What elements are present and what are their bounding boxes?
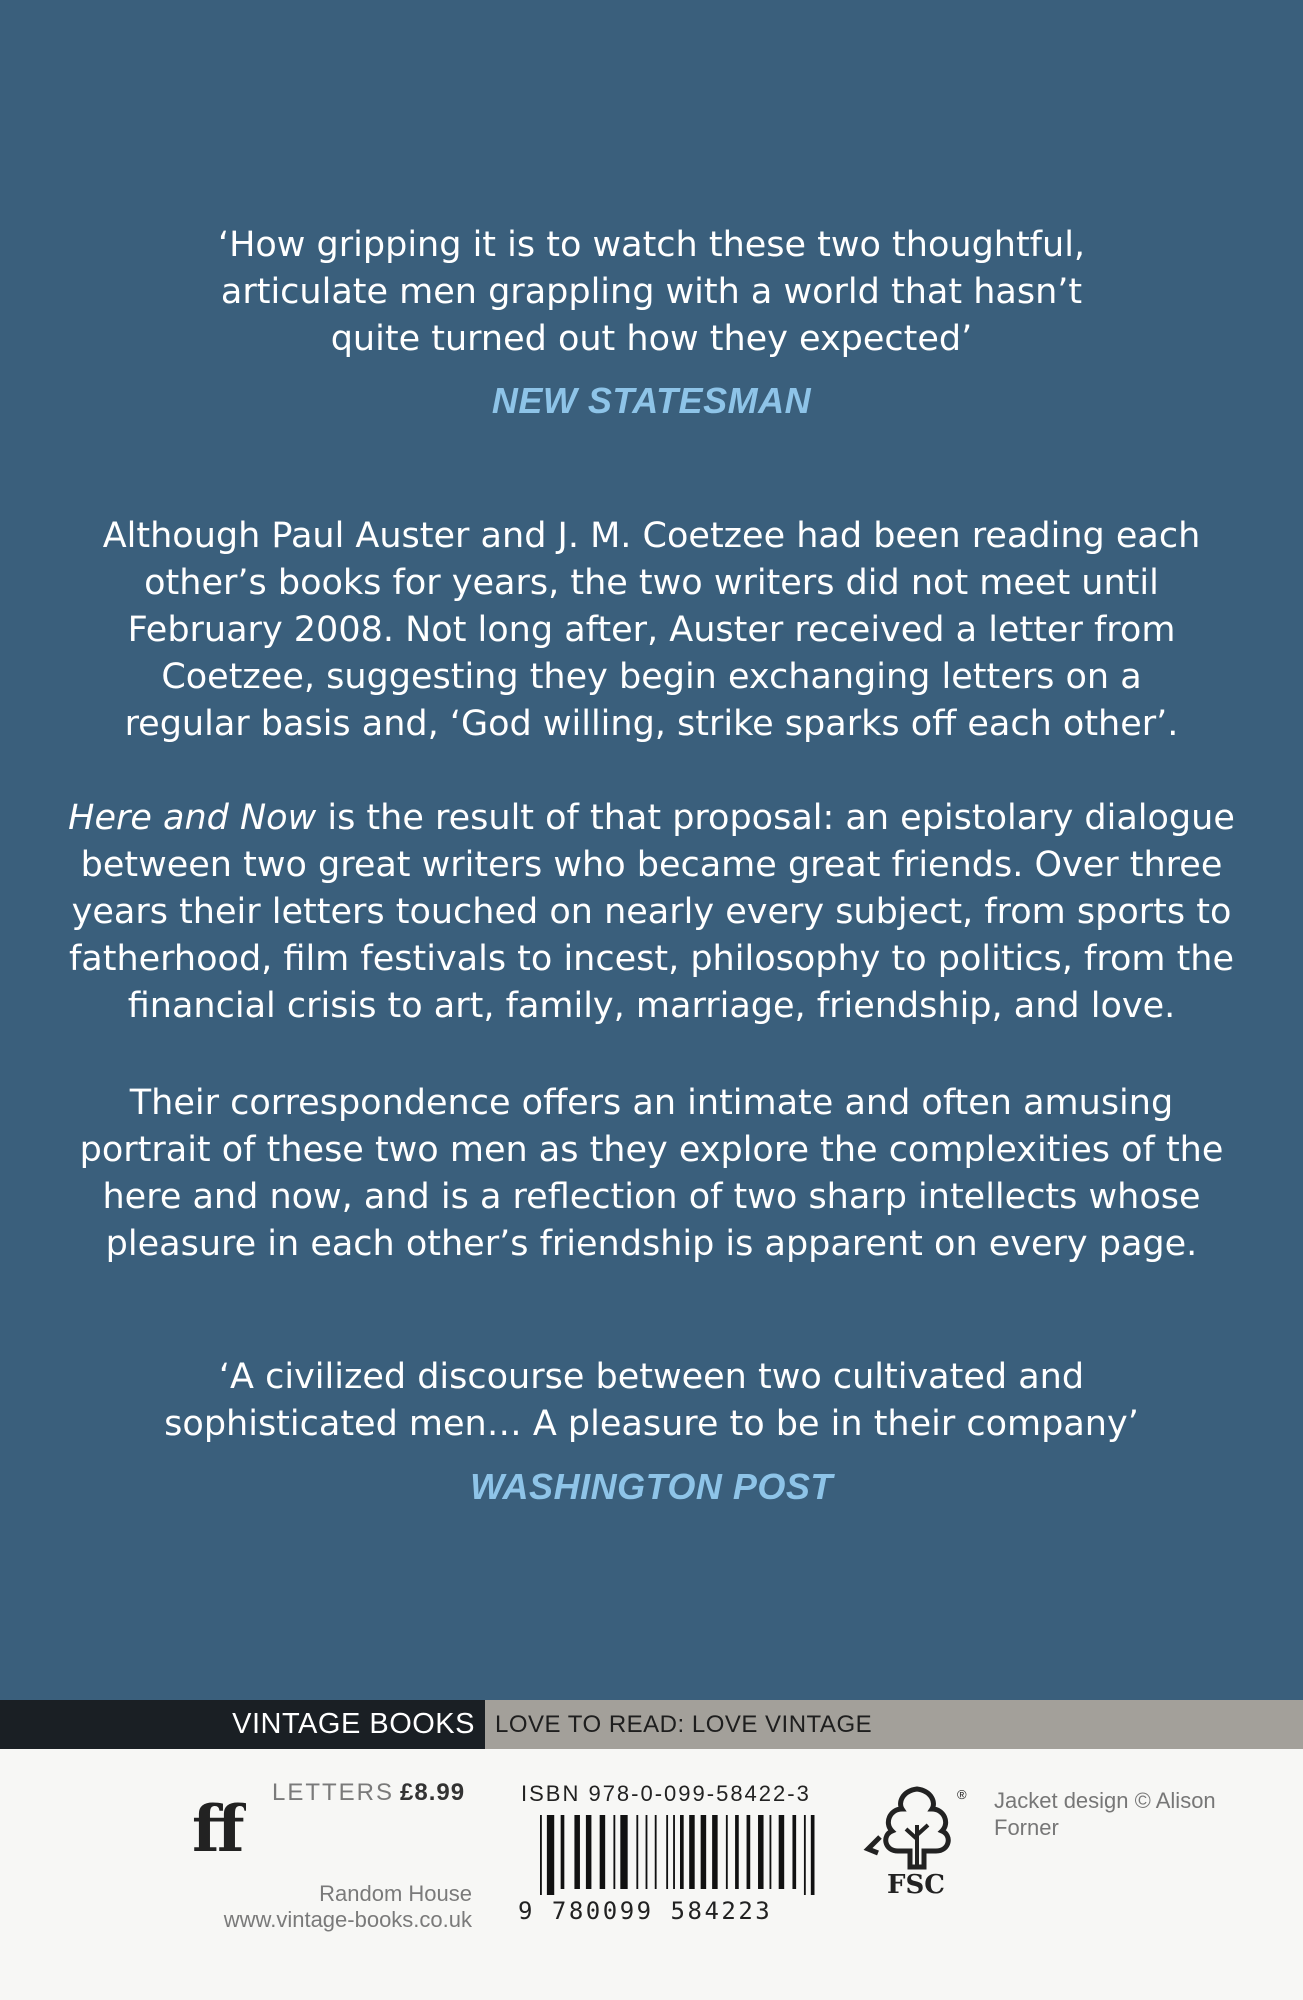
barcode-bar — [600, 1815, 606, 1889]
barcode-bar — [666, 1815, 668, 1889]
blurb-paragraph-2 — [0, 795, 1303, 1030]
blurb-line — [0, 795, 1303, 842]
category-label: LETTERS — [272, 1779, 395, 1806]
blurb-line: financial crisis to art, family, marriage, friendship, and love. — [127, 986, 1176, 1026]
barcode-bar — [680, 1815, 684, 1889]
blurb-paragraph-1 — [0, 513, 1303, 748]
imprint-strip — [0, 1700, 1303, 1749]
quote-line: quite turned out how they expected’ — [330, 319, 973, 359]
barcode-bar — [701, 1815, 707, 1889]
barcode-bar — [673, 1815, 675, 1889]
barcode-bar — [779, 1815, 785, 1889]
jacket-design-credit: Jacket design © Alison Forner — [994, 1788, 1216, 1840]
faber-ff-logo-icon — [190, 1791, 246, 1861]
barcode-bar — [586, 1815, 592, 1889]
barcode-bar — [689, 1815, 695, 1889]
blurb-line: February 2008. Not long after, Auster received a letter from — [127, 610, 1176, 650]
barcode-bar — [636, 1815, 638, 1889]
review-quote-bottom — [0, 1354, 1303, 1448]
price: £8.99 — [400, 1779, 466, 1806]
barcode-bar — [613, 1815, 615, 1889]
blurb-line: Coetzee, suggesting they begin exchanging letters on a — [161, 657, 1142, 697]
quote-line: sophisticated men… A pleasure to be in their company’ — [164, 1404, 1139, 1444]
quote-line: ‘A civilized discourse between two cultivated and — [218, 1357, 1085, 1397]
barcode-bar — [540, 1815, 542, 1895]
blurb-paragraph-3 — [0, 1080, 1303, 1268]
imprint-slogan: LOVE TO READ: LOVE VINTAGE — [485, 1700, 1303, 1749]
barcode-icon — [540, 1815, 820, 1895]
barcode-bar — [655, 1815, 657, 1889]
barcode-bar — [620, 1815, 627, 1889]
book-title: Here and Now — [68, 798, 317, 838]
blurb-line: other’s books for years, the two writers did not meet until — [144, 563, 1159, 603]
publisher-name: Random House — [319, 1881, 472, 1906]
barcode-bar — [811, 1815, 815, 1895]
quote-line: ‘How gripping it is to watch these two thoughtful, — [217, 225, 1086, 265]
publisher-website: www.vintage-books.co.uk — [223, 1907, 472, 1932]
quote-line: articulate men grappling with a world that hasn’t — [220, 272, 1083, 312]
blurb-line: between two great writers who became great friends. Over three — [80, 845, 1223, 885]
fsc-tree-logo-icon — [862, 1779, 972, 1899]
barcode-bar — [747, 1815, 751, 1889]
barcode-bar — [726, 1815, 728, 1889]
review-quote-top — [0, 222, 1303, 363]
quote-source-washington-post: WASHINGTON POST — [470, 1466, 833, 1507]
barcode-bar — [561, 1815, 565, 1889]
imprint-name: VINTAGE BOOKS — [0, 1700, 485, 1749]
blurb-line: Although Paul Auster and J. M. Coetzee had been reading each — [102, 516, 1201, 556]
barcode-bar — [574, 1815, 580, 1889]
isbn-label: ISBN 978-0-099-58422-3 — [521, 1781, 811, 1806]
barcode-bar — [646, 1815, 648, 1889]
blurb-line: fatherhood, film festivals to incest, philosophy to politics, from the — [68, 939, 1235, 979]
fsc-label: FSC — [887, 1870, 945, 1899]
blurb-line: portrait of these two men as they explore the complexities of the — [79, 1130, 1224, 1170]
barcode-bar — [735, 1815, 739, 1889]
barcode-bar — [804, 1815, 806, 1895]
svg-text:ff: ff — [192, 1792, 245, 1861]
cover-footer — [0, 1749, 1303, 2000]
blurb-line: regular basis and, ‘God willing, strike sparks off each other’. — [124, 704, 1179, 744]
barcode-bar — [770, 1815, 772, 1889]
blurb-line: here and now, and is a reflection of two sharp intellects whose — [102, 1177, 1201, 1217]
barcode-bar — [712, 1815, 718, 1889]
barcode-bar — [547, 1815, 554, 1895]
blurb-line: pleasure in each other’s friendship is apparent on every page. — [105, 1224, 1198, 1264]
svg-text:®: ® — [957, 1787, 967, 1802]
barcode-bar — [758, 1815, 764, 1889]
quote-source-new-statesman: NEW STATESMAN — [491, 380, 812, 421]
barcode-bar — [792, 1815, 796, 1889]
barcode-digits: 9 780099 584223 — [518, 1897, 773, 1925]
blurb-line: Their correspondence offers an intimate and often amusing — [129, 1083, 1174, 1123]
blurb-line: years their letters touched on nearly every subject, from sports to — [71, 892, 1232, 932]
blurb-line-rest: is the result of that proposal: an epistolary dialogue — [316, 798, 1235, 838]
